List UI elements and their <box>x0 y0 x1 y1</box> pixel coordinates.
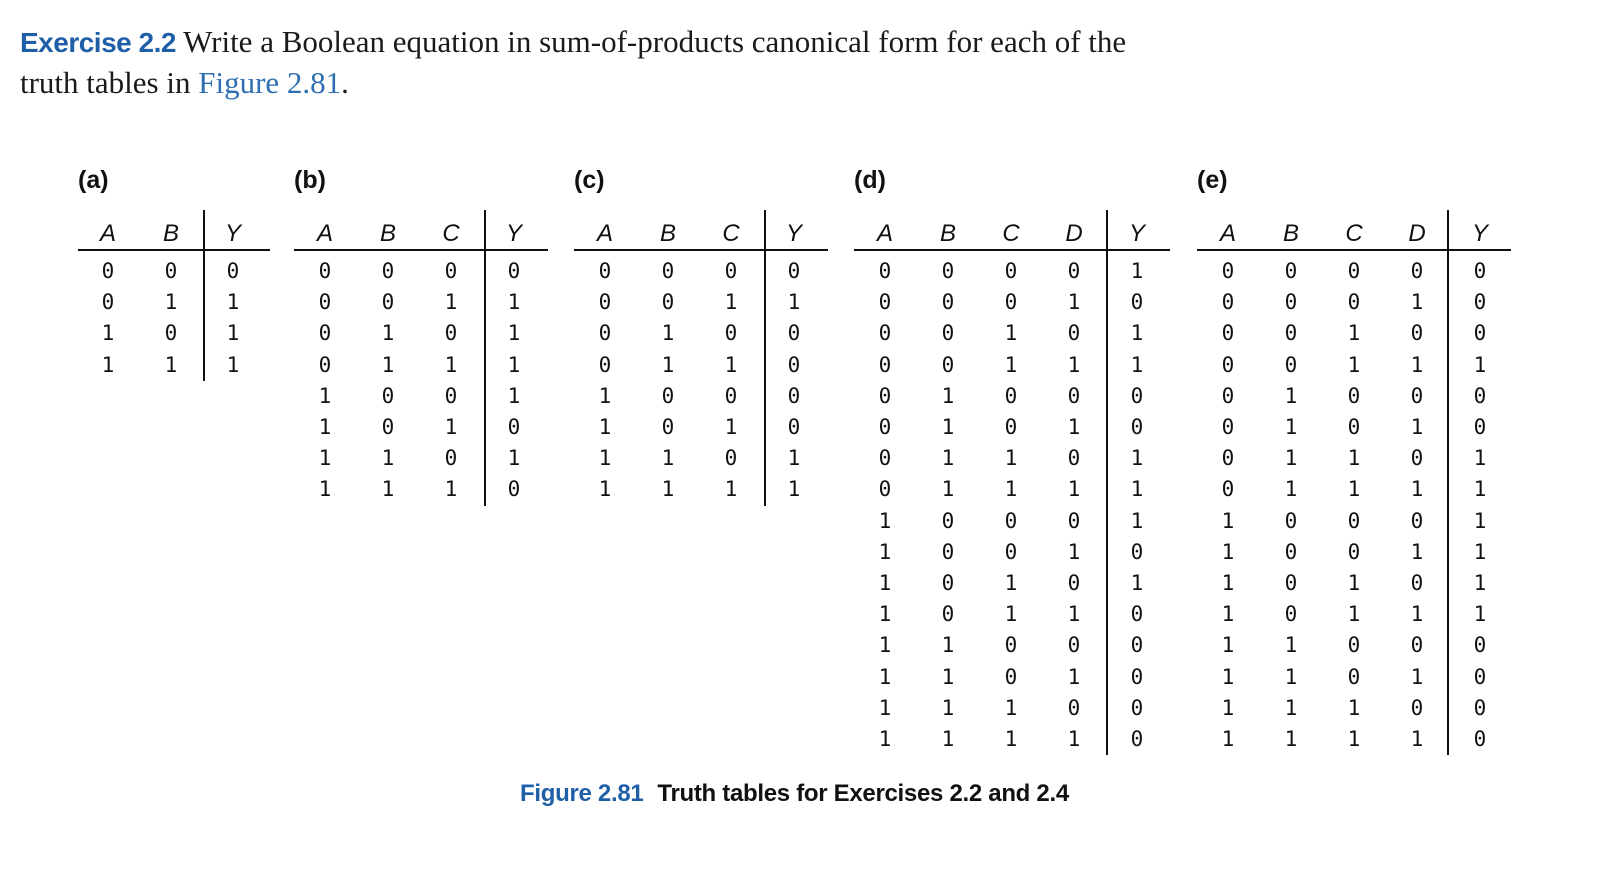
input-cell: 0 <box>1410 321 1424 346</box>
output-cell: 0 <box>507 415 521 439</box>
input-cell: 1 <box>381 477 395 502</box>
caption-text: Truth tables for Exercises 2.2 and 2.4 <box>657 780 1069 807</box>
input-cell: 1 <box>444 290 458 315</box>
output-cell: 1 <box>1473 539 1487 564</box>
input-cell: 1 <box>878 539 892 564</box>
column-header-b: B <box>939 220 956 247</box>
input-cell: 1 <box>1347 727 1361 751</box>
input-cell: 0 <box>1067 259 1081 283</box>
column-header-b: B <box>379 220 396 247</box>
input-cell: 0 <box>1221 290 1235 315</box>
input-cell: 1 <box>1347 602 1361 627</box>
input-cell: 1 <box>1004 602 1018 627</box>
input-cell: 0 <box>941 539 955 564</box>
input-cell: 0 <box>101 259 115 283</box>
column-header-y: Y <box>785 220 802 247</box>
output-cell: 0 <box>1473 695 1487 720</box>
input-cell: 0 <box>661 290 675 315</box>
output-cell: 1 <box>507 352 521 377</box>
input-cell: 1 <box>1221 664 1235 689</box>
input-cell: 1 <box>1004 477 1018 502</box>
output-cell: 0 <box>787 352 801 377</box>
input-cell: 0 <box>1004 415 1018 439</box>
output-divider <box>1106 210 1108 755</box>
output-cell: 0 <box>1473 664 1487 689</box>
output-cell: 0 <box>507 477 521 502</box>
input-cell: 1 <box>878 571 892 595</box>
input-cell: 0 <box>1004 383 1018 408</box>
input-cell: 0 <box>724 259 738 283</box>
input-cell: 0 <box>1221 383 1235 408</box>
input-cell: 0 <box>1067 383 1081 408</box>
input-cell: 0 <box>444 446 458 471</box>
input-cell: 0 <box>1004 539 1018 564</box>
input-cell: 1 <box>1221 571 1235 595</box>
input-cell: 1 <box>164 290 178 315</box>
header-divider <box>854 249 1170 251</box>
column-header-c: C <box>722 220 740 247</box>
input-cell: 1 <box>1004 727 1018 751</box>
input-cell: 0 <box>941 321 955 346</box>
input-cell: 1 <box>941 727 955 751</box>
input-cell: 0 <box>1221 477 1235 502</box>
input-cell: 1 <box>878 695 892 720</box>
input-cell: 1 <box>1067 352 1081 377</box>
header-divider <box>78 249 270 251</box>
input-cell: 0 <box>941 571 955 595</box>
input-cell: 1 <box>661 477 675 502</box>
input-cell: 1 <box>1284 695 1298 720</box>
input-cell: 0 <box>381 290 395 315</box>
output-cell: 0 <box>226 259 240 283</box>
output-cell: 0 <box>1130 383 1144 408</box>
output-cell: 1 <box>507 383 521 408</box>
input-cell: 0 <box>878 446 892 471</box>
table-label: (d) <box>854 166 886 194</box>
input-cell: 1 <box>1221 695 1235 720</box>
input-cell: 0 <box>1004 290 1018 315</box>
output-cell: 1 <box>1130 446 1144 471</box>
output-cell: 1 <box>1130 508 1144 533</box>
input-cell: 1 <box>598 415 612 439</box>
output-cell: 0 <box>1473 415 1487 439</box>
input-cell: 1 <box>1347 446 1361 471</box>
output-cell: 0 <box>787 321 801 346</box>
input-cell: 1 <box>1004 571 1018 595</box>
column-header-a: A <box>1219 220 1236 247</box>
input-cell: 1 <box>1347 695 1361 720</box>
input-cell: 1 <box>1221 727 1235 751</box>
input-cell: 0 <box>1221 352 1235 377</box>
input-cell: 0 <box>1347 415 1361 439</box>
output-cell: 1 <box>226 352 240 377</box>
input-cell: 0 <box>1410 383 1424 408</box>
input-cell: 1 <box>164 352 178 377</box>
input-cell: 0 <box>1221 446 1235 471</box>
input-cell: 0 <box>1410 633 1424 658</box>
input-cell: 1 <box>878 602 892 627</box>
input-cell: 1 <box>318 383 332 408</box>
figure-caption <box>520 780 1069 808</box>
input-cell: 1 <box>1284 664 1298 689</box>
input-cell: 0 <box>381 415 395 439</box>
input-cell: 1 <box>878 727 892 751</box>
input-cell: 1 <box>1410 727 1424 751</box>
input-cell: 0 <box>1067 446 1081 471</box>
column-header-a: A <box>99 220 116 247</box>
input-cell: 1 <box>1067 664 1081 689</box>
input-cell: 0 <box>1221 415 1235 439</box>
input-cell: 0 <box>941 352 955 377</box>
input-cell: 1 <box>598 477 612 502</box>
input-cell: 0 <box>878 415 892 439</box>
input-cell: 1 <box>878 664 892 689</box>
table-label: (a) <box>78 166 109 194</box>
input-cell: 0 <box>941 508 955 533</box>
input-cell: 0 <box>1067 321 1081 346</box>
input-cell: 1 <box>1284 446 1298 471</box>
input-cell: 0 <box>1347 259 1361 283</box>
exercise-text: Write a Boolean equation in sum-of-products canonical form for each of the truth tables in <box>20 24 1127 100</box>
input-cell: 1 <box>1004 446 1018 471</box>
input-cell: 1 <box>1347 477 1361 502</box>
input-cell: 1 <box>318 415 332 439</box>
input-cell: 0 <box>878 477 892 502</box>
input-cell: 0 <box>598 259 612 283</box>
input-cell: 1 <box>598 446 612 471</box>
input-cell: 0 <box>1410 695 1424 720</box>
column-header-a: A <box>316 220 333 247</box>
column-header-d: D <box>1408 220 1426 247</box>
input-cell: 1 <box>661 321 675 346</box>
input-cell: 1 <box>1284 383 1298 408</box>
output-cell: 1 <box>787 477 801 502</box>
output-cell: 1 <box>1473 352 1487 377</box>
input-cell: 1 <box>1284 727 1298 751</box>
input-cell: 0 <box>1067 695 1081 720</box>
input-cell: 1 <box>381 446 395 471</box>
input-cell: 1 <box>444 415 458 439</box>
input-cell: 0 <box>724 446 738 471</box>
output-cell: 1 <box>1473 571 1487 595</box>
input-cell: 1 <box>724 352 738 377</box>
output-cell: 0 <box>507 259 521 283</box>
output-cell: 1 <box>1130 321 1144 346</box>
input-cell: 1 <box>878 633 892 658</box>
column-header-c: C <box>1345 220 1363 247</box>
output-cell: 0 <box>1130 633 1144 658</box>
column-header-a: A <box>596 220 613 247</box>
column-header-y: Y <box>1471 220 1488 247</box>
output-cell: 1 <box>1130 259 1144 283</box>
input-cell: 0 <box>318 290 332 315</box>
output-cell: 1 <box>1130 477 1144 502</box>
input-cell: 1 <box>661 352 675 377</box>
exercise-end: . <box>341 65 349 100</box>
input-cell: 1 <box>101 321 115 346</box>
input-cell: 0 <box>941 602 955 627</box>
input-cell: 0 <box>1284 352 1298 377</box>
input-cell: 0 <box>444 321 458 346</box>
column-header-y: Y <box>1128 220 1145 247</box>
caption-number: Figure 2.81 <box>520 780 644 807</box>
input-cell: 0 <box>941 290 955 315</box>
input-cell: 0 <box>598 290 612 315</box>
input-cell: 0 <box>1410 508 1424 533</box>
output-cell: 0 <box>1130 664 1144 689</box>
output-cell: 1 <box>1130 352 1144 377</box>
input-cell: 0 <box>1347 290 1361 315</box>
input-cell: 0 <box>878 259 892 283</box>
input-cell: 1 <box>1221 633 1235 658</box>
input-cell: 1 <box>1067 602 1081 627</box>
input-cell: 0 <box>1410 571 1424 595</box>
input-cell: 0 <box>661 259 675 283</box>
input-cell: 1 <box>724 415 738 439</box>
output-cell: 0 <box>1130 727 1144 751</box>
column-header-b: B <box>1282 220 1299 247</box>
input-cell: 1 <box>1067 415 1081 439</box>
input-cell: 1 <box>1410 290 1424 315</box>
input-cell: 1 <box>1067 477 1081 502</box>
output-cell: 0 <box>1473 290 1487 315</box>
output-cell: 0 <box>787 259 801 283</box>
input-cell: 0 <box>1004 508 1018 533</box>
input-cell: 1 <box>381 321 395 346</box>
table-label: (c) <box>574 166 605 194</box>
input-cell: 0 <box>724 321 738 346</box>
input-cell: 0 <box>598 321 612 346</box>
input-cell: 1 <box>878 508 892 533</box>
input-cell: 1 <box>1284 477 1298 502</box>
input-cell: 1 <box>1067 290 1081 315</box>
output-cell: 1 <box>1473 508 1487 533</box>
exercise-label: Exercise 2.2 <box>20 27 176 58</box>
column-header-b: B <box>162 220 179 247</box>
output-cell: 1 <box>1473 446 1487 471</box>
input-cell: 0 <box>1347 508 1361 533</box>
input-cell: 1 <box>318 477 332 502</box>
output-cell: 0 <box>787 415 801 439</box>
input-cell: 0 <box>1004 664 1018 689</box>
input-cell: 0 <box>381 383 395 408</box>
input-cell: 0 <box>1284 290 1298 315</box>
output-cell: 1 <box>507 446 521 471</box>
output-divider <box>203 210 205 381</box>
input-cell: 1 <box>1067 727 1081 751</box>
input-cell: 1 <box>1221 508 1235 533</box>
input-cell: 1 <box>381 352 395 377</box>
input-cell: 1 <box>1410 539 1424 564</box>
input-cell: 0 <box>381 259 395 283</box>
output-cell: 0 <box>1130 290 1144 315</box>
input-cell: 0 <box>1221 259 1235 283</box>
output-cell: 0 <box>1130 539 1144 564</box>
input-cell: 1 <box>941 664 955 689</box>
output-cell: 0 <box>787 383 801 408</box>
input-cell: 0 <box>318 352 332 377</box>
output-cell: 1 <box>507 321 521 346</box>
input-cell: 0 <box>1284 539 1298 564</box>
input-cell: 1 <box>1410 477 1424 502</box>
input-cell: 1 <box>941 415 955 439</box>
table-label: (e) <box>1197 166 1228 194</box>
input-cell: 1 <box>1410 602 1424 627</box>
output-cell: 1 <box>787 446 801 471</box>
input-cell: 1 <box>1284 415 1298 439</box>
output-cell: 0 <box>1130 415 1144 439</box>
input-cell: 0 <box>1347 539 1361 564</box>
column-header-a: A <box>876 220 893 247</box>
output-cell: 0 <box>1473 633 1487 658</box>
input-cell: 1 <box>941 383 955 408</box>
input-cell: 1 <box>1347 352 1361 377</box>
input-cell: 0 <box>1067 508 1081 533</box>
input-cell: 0 <box>444 259 458 283</box>
input-cell: 1 <box>1410 352 1424 377</box>
input-cell: 1 <box>444 352 458 377</box>
column-header-y: Y <box>224 220 241 247</box>
column-header-y: Y <box>505 220 522 247</box>
input-cell: 0 <box>598 352 612 377</box>
header-divider <box>294 249 548 251</box>
input-cell: 1 <box>1221 602 1235 627</box>
input-cell: 0 <box>724 383 738 408</box>
input-cell: 0 <box>878 290 892 315</box>
input-cell: 0 <box>878 352 892 377</box>
input-cell: 0 <box>1004 633 1018 658</box>
input-cell: 0 <box>1347 633 1361 658</box>
output-divider <box>764 210 766 506</box>
header-divider <box>574 249 828 251</box>
input-cell: 0 <box>878 321 892 346</box>
column-header-c: C <box>442 220 460 247</box>
input-cell: 1 <box>1347 571 1361 595</box>
input-cell: 1 <box>1004 321 1018 346</box>
output-cell: 0 <box>1473 383 1487 408</box>
column-header-c: C <box>1002 220 1020 247</box>
input-cell: 0 <box>661 383 675 408</box>
input-cell: 0 <box>1067 571 1081 595</box>
input-cell: 1 <box>724 290 738 315</box>
output-cell: 1 <box>226 290 240 315</box>
input-cell: 1 <box>941 446 955 471</box>
input-cell: 0 <box>1284 259 1298 283</box>
input-cell: 0 <box>878 383 892 408</box>
input-cell: 0 <box>318 259 332 283</box>
input-cell: 0 <box>1347 664 1361 689</box>
input-cell: 0 <box>1347 383 1361 408</box>
input-cell: 1 <box>661 446 675 471</box>
output-cell: 1 <box>1130 571 1144 595</box>
output-cell: 0 <box>1473 727 1487 751</box>
input-cell: 0 <box>164 259 178 283</box>
output-cell: 0 <box>1130 695 1144 720</box>
input-cell: 1 <box>941 695 955 720</box>
output-cell: 0 <box>1130 602 1144 627</box>
input-cell: 1 <box>1284 633 1298 658</box>
input-cell: 0 <box>1410 446 1424 471</box>
input-cell: 0 <box>444 383 458 408</box>
input-cell: 0 <box>164 321 178 346</box>
header-divider <box>1197 249 1511 251</box>
input-cell: 1 <box>1410 415 1424 439</box>
output-cell: 0 <box>1473 321 1487 346</box>
input-cell: 1 <box>598 383 612 408</box>
output-cell: 1 <box>226 321 240 346</box>
input-cell: 0 <box>1284 321 1298 346</box>
input-cell: 1 <box>1221 539 1235 564</box>
input-cell: 0 <box>1284 602 1298 627</box>
output-divider <box>1447 210 1449 755</box>
input-cell: 0 <box>318 321 332 346</box>
input-cell: 1 <box>941 633 955 658</box>
input-cell: 0 <box>1067 633 1081 658</box>
column-header-b: B <box>659 220 676 247</box>
input-cell: 1 <box>1067 539 1081 564</box>
table-label: (b) <box>294 166 326 194</box>
input-cell: 1 <box>1347 321 1361 346</box>
input-cell: 1 <box>444 477 458 502</box>
input-cell: 0 <box>1221 321 1235 346</box>
input-cell: 0 <box>1410 259 1424 283</box>
output-cell: 1 <box>507 290 521 315</box>
input-cell: 0 <box>1004 259 1018 283</box>
input-cell: 1 <box>941 477 955 502</box>
input-cell: 1 <box>101 352 115 377</box>
input-cell: 1 <box>1004 695 1018 720</box>
figure-reference-link[interactable]: Figure 2.81 <box>198 65 342 100</box>
input-cell: 0 <box>1284 508 1298 533</box>
column-header-d: D <box>1065 220 1083 247</box>
input-cell: 1 <box>724 477 738 502</box>
output-cell: 1 <box>1473 602 1487 627</box>
input-cell: 1 <box>1004 352 1018 377</box>
input-cell: 0 <box>661 415 675 439</box>
output-divider <box>484 210 486 506</box>
output-cell: 0 <box>1473 259 1487 283</box>
input-cell: 1 <box>318 446 332 471</box>
input-cell: 0 <box>1284 571 1298 595</box>
output-cell: 1 <box>1473 477 1487 502</box>
input-cell: 0 <box>101 290 115 315</box>
input-cell: 0 <box>941 259 955 283</box>
output-cell: 1 <box>787 290 801 315</box>
input-cell: 1 <box>1410 664 1424 689</box>
